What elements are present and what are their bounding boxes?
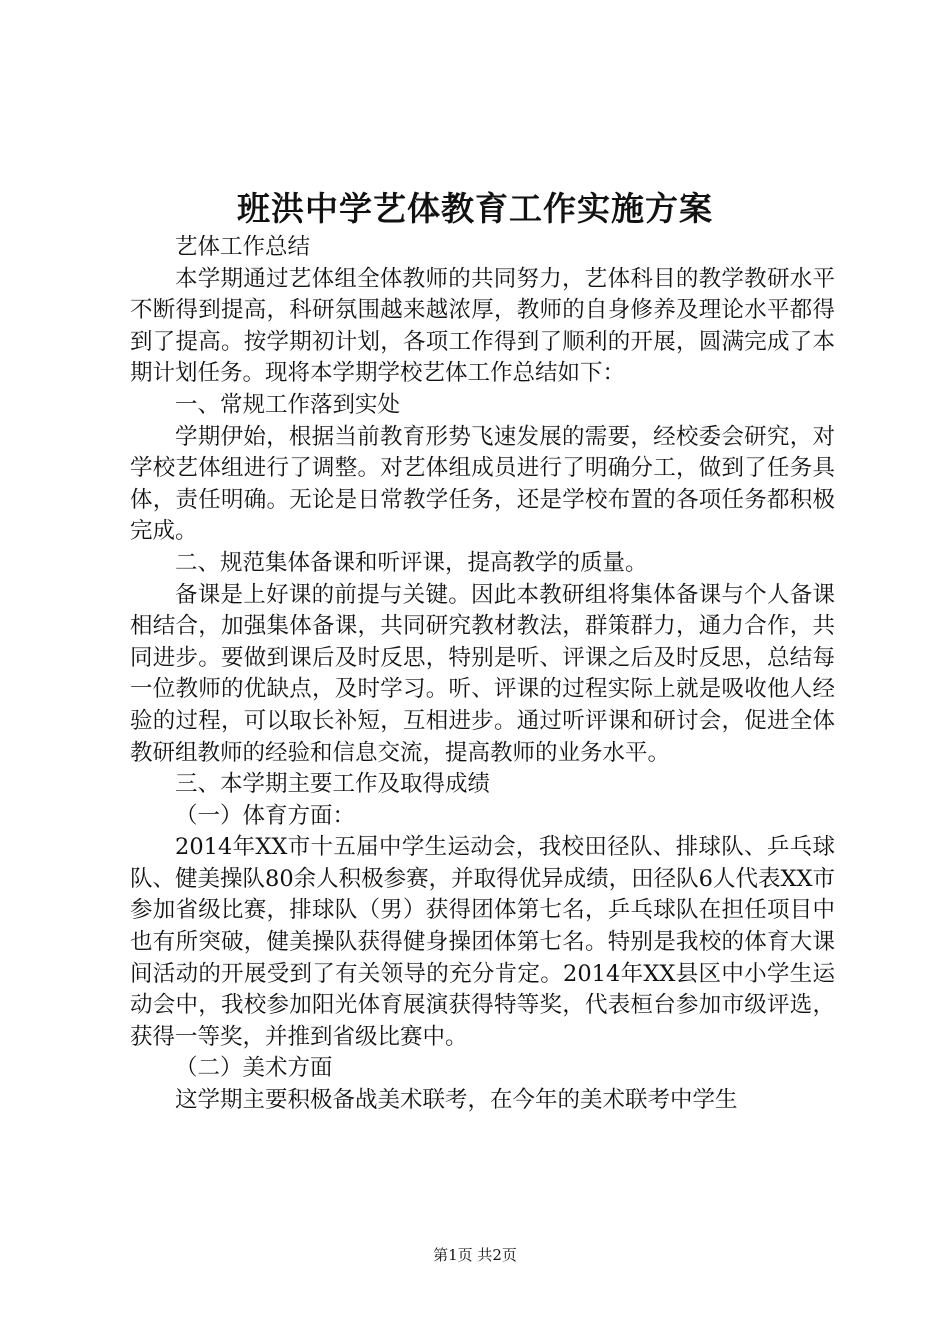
- document-body: [130, 232, 835, 1117]
- document-title: 班洪中学艺体教育工作实施方案: [237, 189, 713, 228]
- paragraph-intro: 本学期通过艺体组全体教师的共同努力，艺体科目的教学教研水平不断得到提高，科研氛围越来越浓厚，教师的自身修养及理论水平都得到了提高。按学期初计划，各项工作得到了顺利的开展，圆满完成了本期计划任务。现将本学期学校艺体工作总结如下：: [130, 265, 835, 387]
- paragraph-sports: 2014年XX市十五届中学生运动会，我校田径队、排球队、乒乓球队、健美操队80余人积极参赛，并取得优异成绩，田径队6人代表XX市参加省级比赛，排球队（男）获得团体第七名，乒乓球队在担任项目中也有所突破，健美操队获得健身操团体第七名。特别是我校的体育大课间活动的开展受到了有关领导的充分肯定。2014年XX县区中小学生运动会中，我校参加阳光体育展演获得特等奖，代表桓台参加市级评选，获得一等奖，并推到省级比赛中。: [130, 834, 835, 1050]
- subheading-sports: （一）体育方面：: [175, 802, 356, 829]
- paragraph-section-label: 艺体工作总结: [175, 234, 311, 260]
- heading-routine-work: 一、常规工作落到实处: [175, 391, 401, 418]
- paragraph-lesson-prep: 备课是上好课的前提与关键。因此本教研组将集体备课与个人备课相结合，加强集体备课，共同研究教材教法，群策群力，通力合作，共同进步。要做到课后及时反思，特别是听、评课之后及时反思，总结每一位教师的优缺点，及时学习。听、评课的过程实际上就是吸收他人经验的过程，可以取长补短，互相进步。通过听评课和研讨会，促进全体教研组教师的经验和信息交流，提高教师的业务水平。: [130, 581, 835, 766]
- heading-achievements: 三、本学期主要工作及取得成绩: [175, 771, 491, 798]
- page-number-footer: 第1页 共2页: [433, 1246, 517, 1264]
- heading-lesson-prep: 二、规范集体备课和听评课，提高教学的质量。: [175, 549, 648, 576]
- paragraph-art: 这学期主要积极备战美术联考，在今年的美术联考中学生: [175, 1087, 738, 1114]
- paragraph-routine-work: 学期伊始，根据当前教育形势飞速发展的需要，经校委会研究，对学校艺体组进行了调整。对艺体组成员进行了明确分工，做到了任务具体，责任明确。无论是日常教学任务，还是学校布置的各项任务都积极完成。: [130, 423, 835, 545]
- subheading-art: （二）美术方面: [175, 1055, 333, 1082]
